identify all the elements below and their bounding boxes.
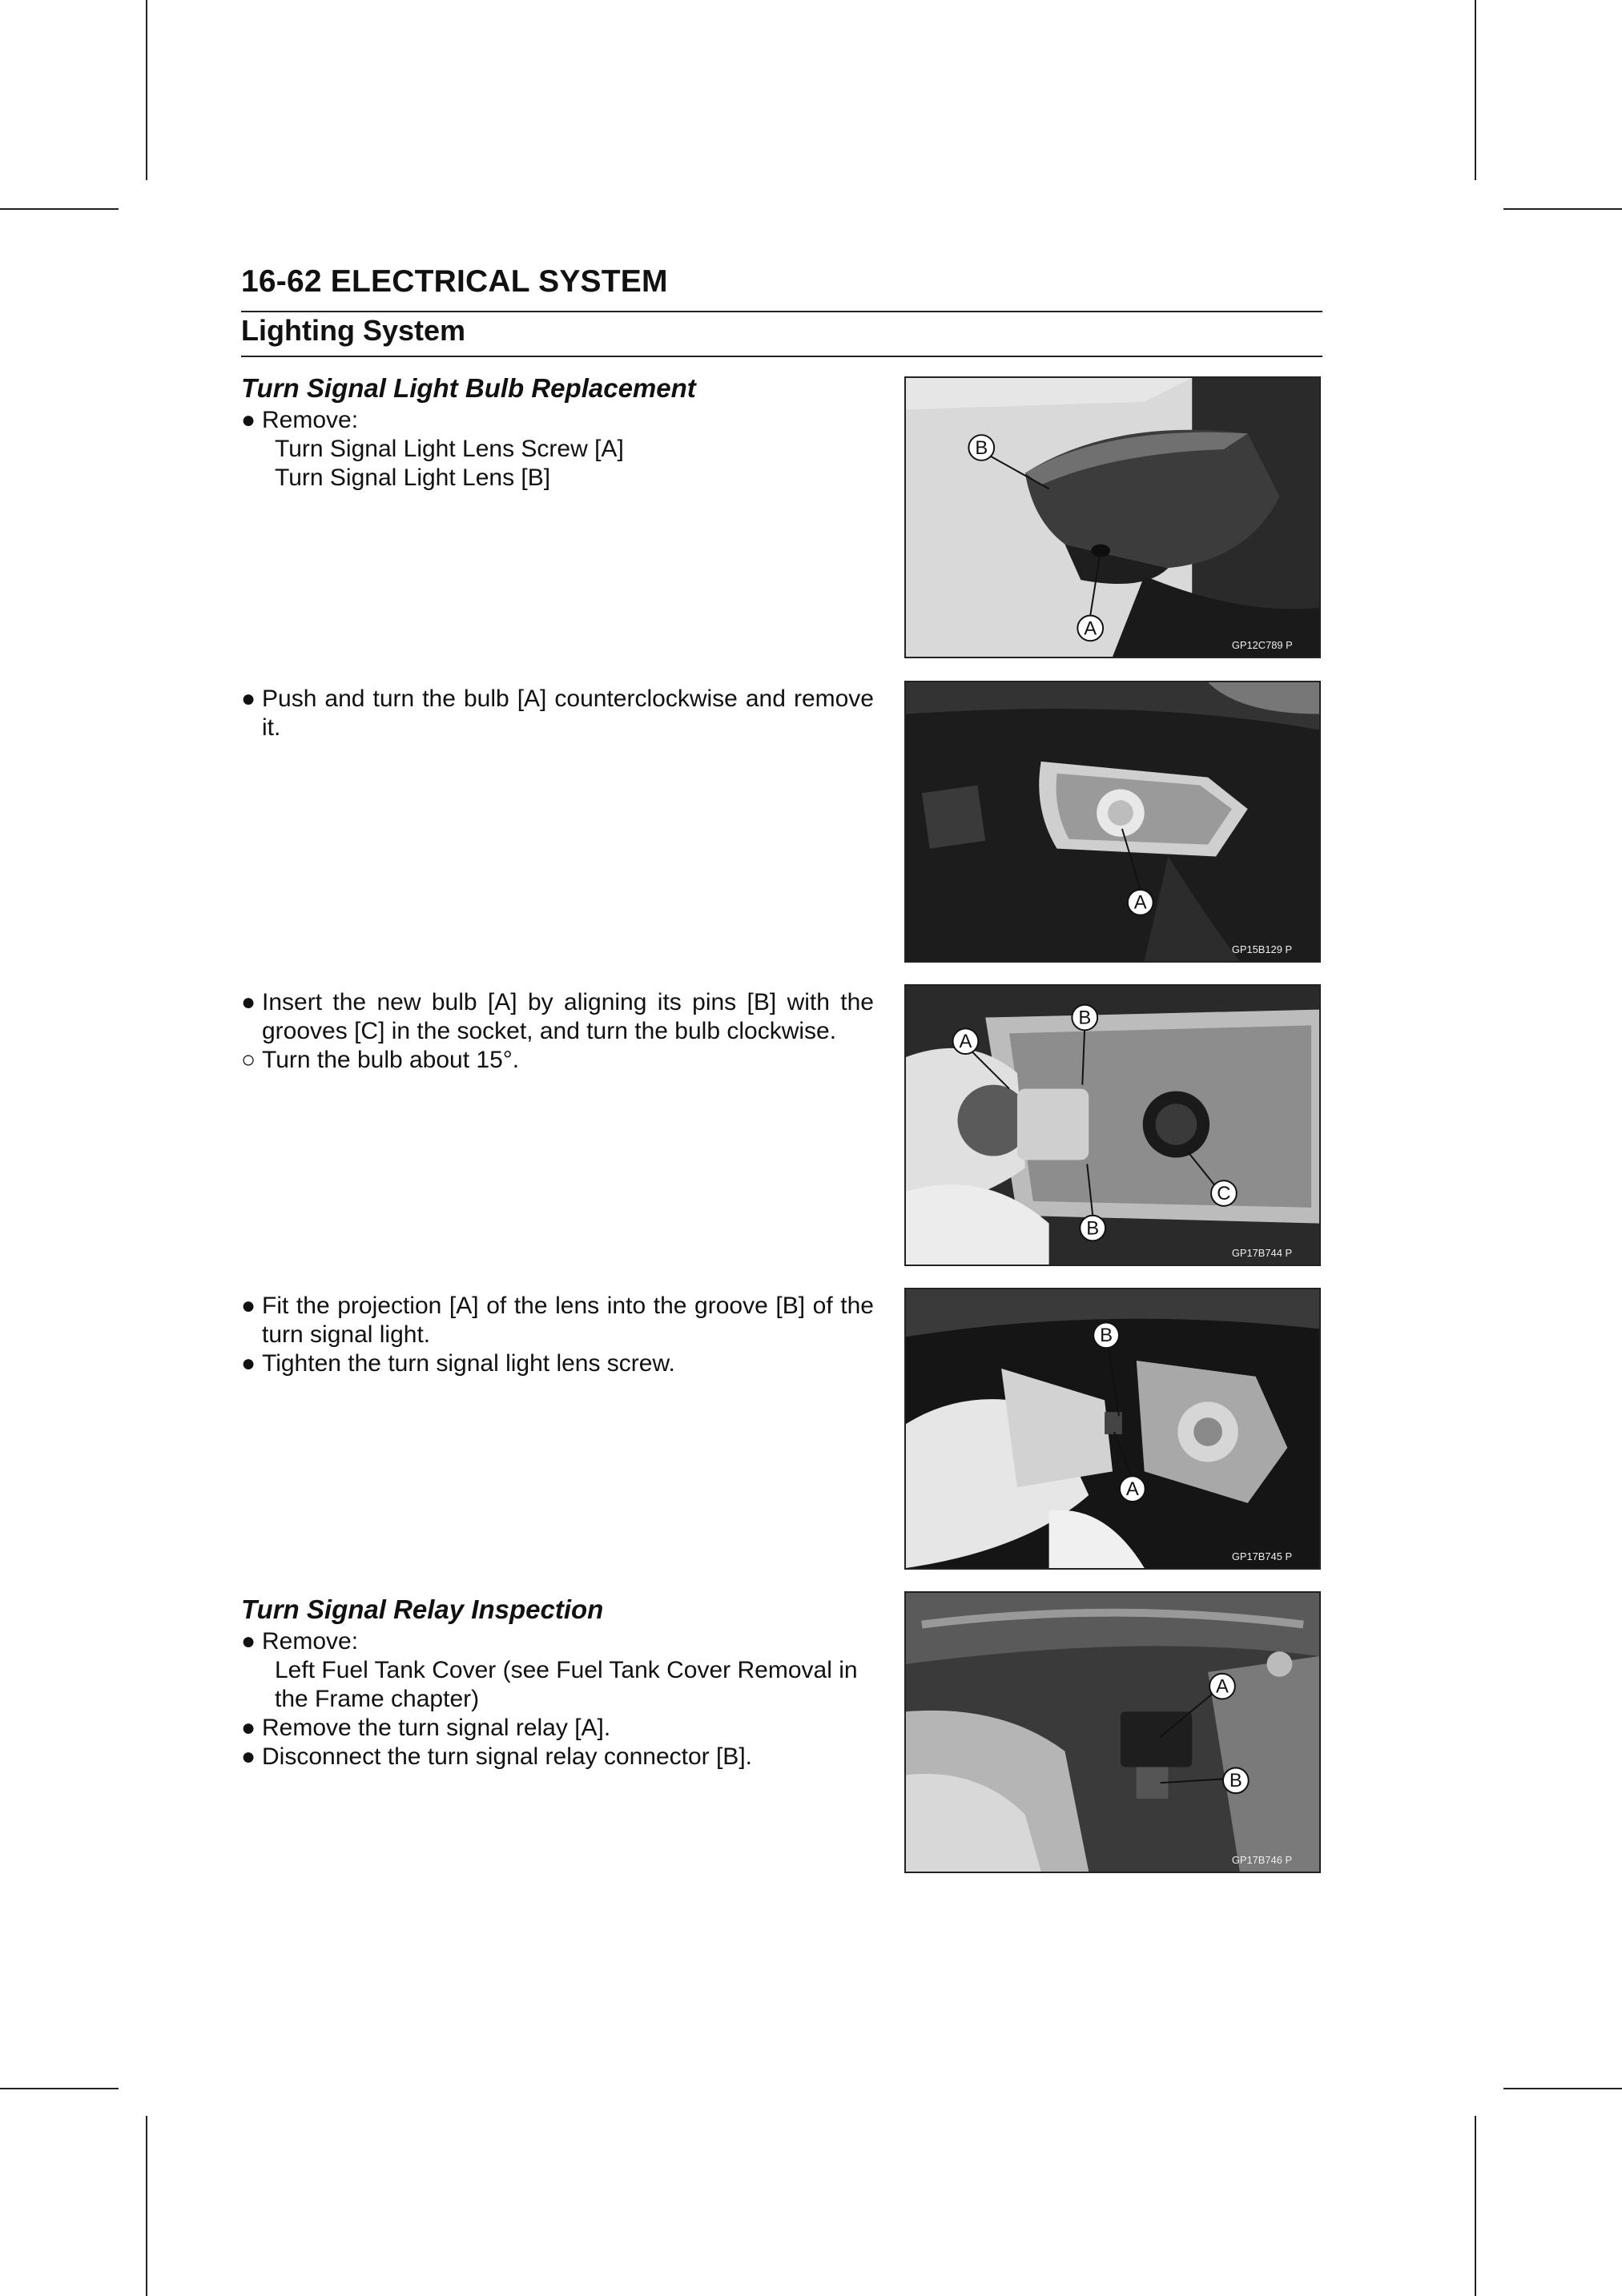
figure-lens-fitting [904, 1288, 1321, 1570]
crop-mark [1503, 208, 1622, 210]
sub-bullet-icon: ○ [241, 1047, 256, 1073]
step-turn-bulb [241, 1046, 874, 1075]
bullet-icon: ● [241, 1743, 256, 1770]
step-text: Push and turn the bulb [A] counterclockwise and remove it. [262, 686, 874, 741]
step-block-insert-bulb [241, 988, 874, 1075]
figure-lens-screw [904, 376, 1321, 658]
callout-label: A [1215, 1675, 1229, 1698]
step-block-remove-lens [241, 372, 874, 493]
callout-label: A [1125, 1478, 1139, 1501]
step-text: Fit the projection [A] of the lens into the groove [B] of the turn signal light. [262, 1293, 874, 1348]
crop-mark [0, 2088, 119, 2089]
callout-label: C [1217, 1182, 1231, 1204]
bullet-icon: ● [241, 1715, 256, 1741]
callout-label: B [1078, 1007, 1092, 1029]
remove-item: Turn Signal Light Lens [B] [275, 464, 551, 491]
bullet-icon: ● [241, 407, 256, 433]
callout-label: B [975, 436, 988, 459]
figure-code: GP15B129 P [1231, 943, 1293, 956]
step-disconnect [241, 1743, 874, 1771]
bullet-icon: ● [241, 989, 256, 1015]
header-rule [241, 311, 1322, 312]
subhead-bulb-replacement: Turn Signal Light Bulb Replacement [241, 373, 696, 403]
bullet-icon: ● [241, 1350, 256, 1377]
step-text: Turn the bulb about 15°. [262, 1047, 520, 1073]
step-block-fit-lens [241, 1292, 874, 1378]
step-text: Remove: [262, 1628, 359, 1655]
bullet-icon: ● [241, 1628, 256, 1655]
bullet-icon: ● [241, 1293, 256, 1319]
crop-mark [1475, 0, 1476, 180]
remove-item: Turn Signal Light Lens Screw [A] [275, 436, 624, 462]
figure-code: GP12C789 P [1231, 639, 1293, 652]
step-text: Tighten the turn signal light lens screw. [262, 1350, 675, 1377]
callout-label: B [1100, 1325, 1113, 1347]
step-text: Disconnect the turn signal relay connector [B]. [262, 1743, 752, 1770]
callout-label: B [1229, 1770, 1242, 1792]
crop-mark [1503, 2088, 1622, 2089]
page-title: 16-62 ELECTRICAL SYSTEM [241, 264, 668, 299]
figure-code: GP17B746 P [1231, 1854, 1293, 1867]
step-block-relay [241, 1594, 874, 1771]
crop-mark [0, 208, 119, 210]
section-title: Lighting System [241, 314, 466, 347]
step-text: Remove: [262, 407, 359, 433]
remove-item: Left Fuel Tank Cover (see Fuel Tank Cover Removal in the Frame chapter) [275, 1657, 858, 1712]
step-text: Insert the new bulb [A] by aligning its pins [B] with the grooves [C] in the socket, and turn the bulb clockwise. [262, 989, 874, 1044]
figure-bulb-insertion [904, 984, 1321, 1266]
crop-mark [146, 0, 147, 180]
crop-mark [146, 2116, 147, 2296]
step-insert-bulb [241, 988, 874, 1046]
subhead-relay-inspection: Turn Signal Relay Inspection [241, 1594, 604, 1624]
figure-code: GP17B744 P [1231, 1247, 1293, 1260]
figure-relay [904, 1591, 1321, 1873]
callout-label: A [959, 1031, 972, 1053]
figure-code: GP17B745 P [1231, 1550, 1293, 1563]
callout-label: A [1084, 617, 1097, 640]
step-block-remove-bulb [241, 685, 874, 742]
step-fit-projection [241, 1292, 874, 1349]
figure-bulb-removal [904, 681, 1321, 963]
step-relay-remove [241, 1627, 874, 1656]
crop-mark [1475, 2116, 1476, 2296]
bullet-icon: ● [241, 686, 256, 712]
step-tighten [241, 1349, 874, 1378]
callout-label: B [1086, 1217, 1100, 1240]
step-push-turn [241, 685, 874, 742]
section-rule [241, 356, 1322, 357]
step-remove-relay [241, 1714, 874, 1743]
step-text: Remove the turn signal relay [A]. [262, 1715, 611, 1741]
callout-label: A [1133, 891, 1147, 914]
step-remove [241, 406, 874, 435]
